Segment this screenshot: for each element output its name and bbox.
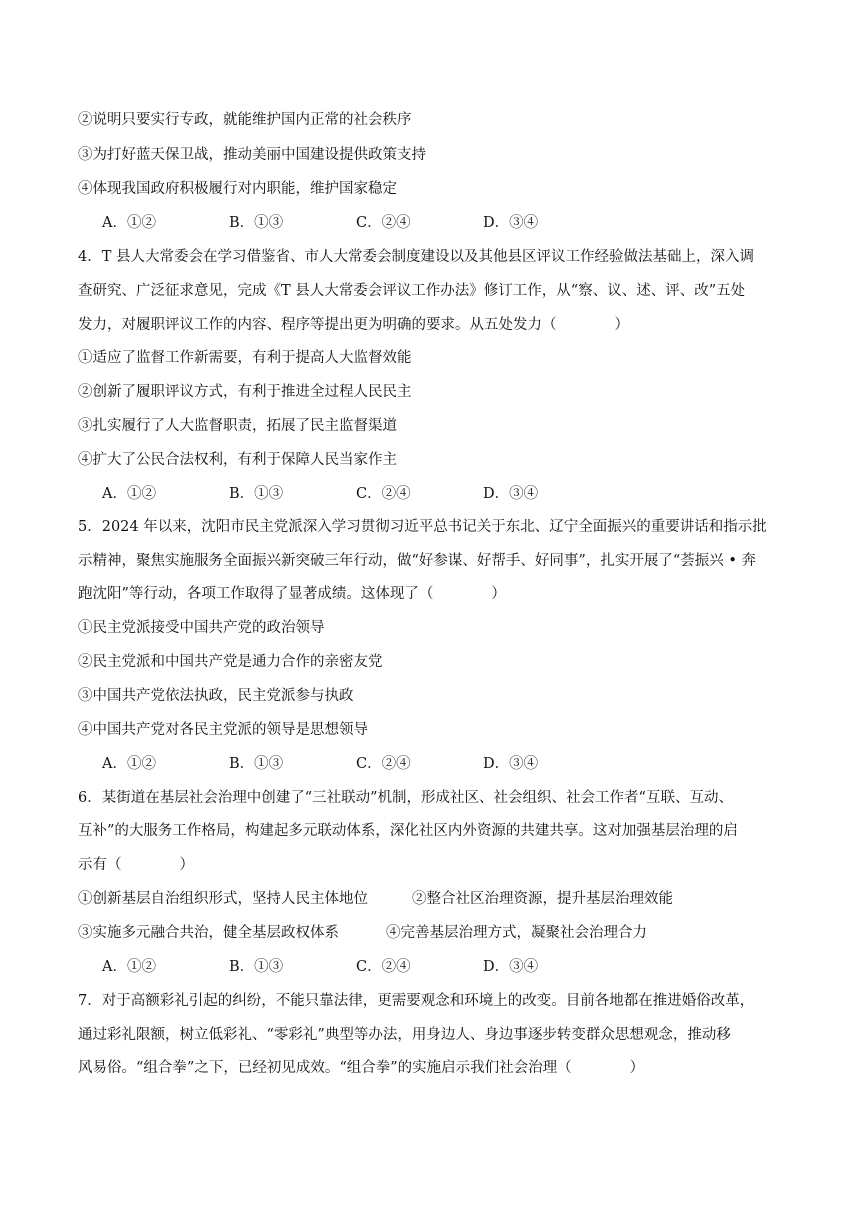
choice-c[interactable]: C．②④ xyxy=(356,756,411,772)
option-2: ②创新了履职评议方式，有利于推进全过程人民民主 xyxy=(78,384,412,400)
question-stem-line: 5．2024 年以来，沈阳市民主党派深入学习贯彻习近平总书记关于东北、辽宁全面振兴的重要讲话和指示批 xyxy=(78,519,767,535)
option-3: ③实施多元融合共治，健全基层政权体系 xyxy=(78,925,339,941)
choice-b[interactable]: B．①③ xyxy=(229,756,284,772)
option-3: ③为打好蓝天保卫战，推动美丽中国建设提供政策支持 xyxy=(78,147,426,163)
answer-choices xyxy=(102,957,610,977)
question-stem-line: 7．对于高额彩礼引起的纠纷，不能只靠法律，更需要观念和环境上的改变。目前各地都在推进婚俗改革， xyxy=(78,993,755,1009)
option-2: ②说明只要实行专政，就能维护国内正常的社会秩序 xyxy=(78,112,412,128)
question-stem-line: 跑沈阳”等行动，各项工作取得了显著成绩。这体现了（ ） xyxy=(78,586,506,602)
option-4: ④完善基层治理方式，凝聚社会治理合力 xyxy=(386,925,647,941)
choice-c[interactable]: C．②④ xyxy=(356,486,411,502)
option-1: ①民主党派接受中国共产党的政治领导 xyxy=(78,620,325,636)
choice-b[interactable]: B．①③ xyxy=(229,215,284,231)
option-4: ④中国共产党对各民主党派的领导是思想领导 xyxy=(78,722,368,738)
choice-d[interactable]: D．③④ xyxy=(483,215,539,231)
options-row xyxy=(78,889,673,909)
question-stem-line: 发力，对履职评议工作的内容、程序等提出更为明确的要求。从五处发力（ ） xyxy=(78,317,629,333)
choice-c[interactable]: C．②④ xyxy=(356,959,411,975)
options-row xyxy=(78,923,647,943)
option-3: ③扎实履行了人大监督职责，拓展了民主监督渠道 xyxy=(78,418,397,434)
option-1: ①适应了监督工作新需要，有利于提高人大监督效能 xyxy=(78,350,412,366)
choice-b[interactable]: B．①③ xyxy=(229,486,284,502)
question-stem-line: 互补”的大服务工作格局，构建起多元联动体系，深化社区内外资源的共建共享。这对加强基层治理的启 xyxy=(78,823,738,839)
question-stem-line: 4．T 县人大常委会在学习借鉴省、市人大常委会制度建设以及其他县区评议工作经验做法基础上，深入调 xyxy=(78,249,755,265)
question-stem-line: 通过彩礼限额，树立低彩礼、“零彩礼”典型等办法，用身边人、身边事逐步转变群众思想观念，推动移 xyxy=(78,1027,731,1043)
question-stem-line: 示有（ ） xyxy=(78,857,194,873)
choice-d[interactable]: D．③④ xyxy=(483,959,539,975)
choice-a[interactable]: A．①② xyxy=(102,756,156,772)
option-1: ①创新基层自治组织形式，坚持人民主体地位 xyxy=(78,891,368,907)
question-stem-line: 风易俗。“组合拳”之下，已经初见成效。“组合拳”的实施启示我们社会治理（ ） xyxy=(78,1060,645,1076)
choice-b[interactable]: B．①③ xyxy=(229,959,284,975)
choice-a[interactable]: A．①② xyxy=(102,486,156,502)
question-stem-line: 示精神，聚焦实施服务全面振兴新突破三年行动，做“好参谋、好帮手、好同事”，扎实开展了“荟振兴 • 奔 xyxy=(78,553,757,569)
question-stem-line: 查研究、广泛征求意见，完成《T 县人大常委会评议工作办法》修订工作，从“察、议、述、评、改”五处 xyxy=(78,283,746,299)
choice-a[interactable]: A．①② xyxy=(102,959,156,975)
choice-d[interactable]: D．③④ xyxy=(483,486,539,502)
option-2: ②民主党派和中国共产党是通力合作的亲密友党 xyxy=(78,654,383,670)
choice-c[interactable]: C．②④ xyxy=(356,215,411,231)
option-4: ④扩大了公民合法权利，有利于保障人民当家作主 xyxy=(78,452,397,468)
answer-choices xyxy=(102,213,610,233)
option-2: ②整合社区治理资源，提升基层治理效能 xyxy=(412,891,673,907)
choice-a[interactable]: A．①② xyxy=(102,215,156,231)
answer-choices xyxy=(102,754,610,774)
answer-choices xyxy=(102,484,610,504)
choice-d[interactable]: D．③④ xyxy=(483,756,539,772)
question-stem-line: 6．某街道在基层社会治理中创建了“三社联动”机制，形成社区、社会组织、社会工作者“互联、互动、 xyxy=(78,790,733,806)
option-3: ③中国共产党依法执政，民主党派参与执政 xyxy=(78,688,354,704)
option-4: ④体现我国政府积极履行对内职能，维护国家稳定 xyxy=(78,181,397,197)
